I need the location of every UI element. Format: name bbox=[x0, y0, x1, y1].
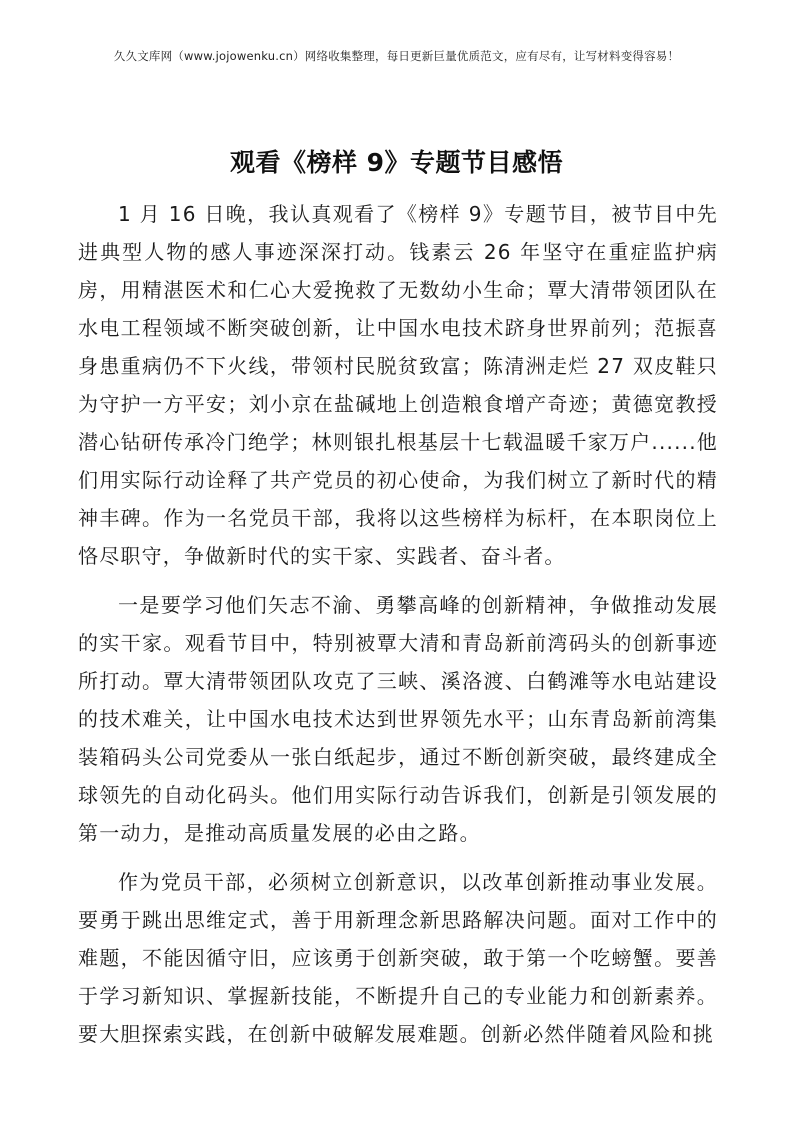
document-title: 观看《榜样 9》专题节目感悟 bbox=[229, 148, 564, 177]
paragraph: 作为党员干部，必须树立创新意识，以改革创新推动事业发展。要勇于跳出思维定式，善于用新理念新思路解决问题。面对工作中的难题，不能因循守旧，应该勇于创新突破，敢于第一个吃螃蟹。要善于学习新知识、掌握新技能，不断提升自己的专业能力和创新素养。要大胆探索实践，在创新中破解发展难题。创新必然伴随着风险和挑 bbox=[78, 870, 718, 1046]
document-body bbox=[78, 195, 718, 1064]
paragraph: 1 月 16 日晚，我认真观看了《榜样 9》专题节目，被节目中先进典型人物的感人事迹深深打动。钱素云 26 年坚守在重症监护病房，用精湛医术和仁心大爱挽救了无数幼小生命；覃大清带领团队在水电工程领域不断突破创新，让中国水电技术跻身世界前列；范振喜身患重病仍不下火线，带领村民脱贫致富；陈清洲走烂 27 双皮鞋只为守护一方平安；刘小京在盐碱地上创造粮食增产奇迹；黄德宽教授潜心钻研传承冷门绝学；林则银扎根基层十七载温暖千家万户......他们用实际行动诠释了共产党员的初心使命，为我们树立了新时代的精神丰碑。作为一名党员干部，我将以这些榜样为标杆，在本职岗位上恪尽职守，争做新时代的实干家、实践者、奋斗者。 bbox=[78, 202, 718, 568]
paragraph: 一是要学习他们矢志不渝、勇攀高峰的创新精神，争做推动发展的实干家。观看节目中，特别被覃大清和青岛新前湾码头的创新事迹所打动。覃大清带领团队攻克了三峡、溪洛渡、白鹤滩等水电站建设的技术难关，让中国水电技术达到世界领先水平；山东青岛新前湾集装箱码头公司党委从一张白纸起步，通过不断创新突破，最终建成全球领先的自动化码头。他们用实际行动告诉我们，创新是引领发展的第一动力，是推动高质量发展的必由之路。 bbox=[78, 593, 718, 845]
site-header-notice: 久久文库网（www.jojowenku.cn）网络收集整理，每日更新巨量优质范文，应有尽有，让写材料变得容易！ bbox=[113, 49, 680, 63]
